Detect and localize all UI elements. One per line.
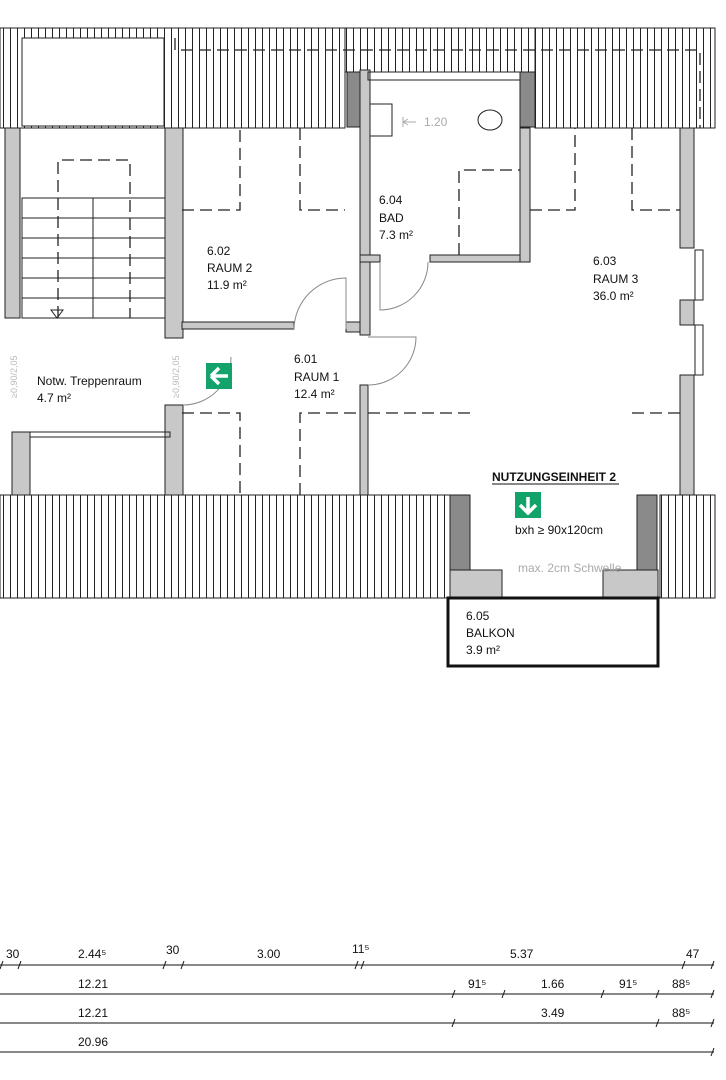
svg-text:RAUM 3: RAUM 3 bbox=[593, 272, 639, 286]
unit-title: NUTZUNGSEINHEIT 2 bbox=[492, 470, 617, 484]
svg-text:6.05: 6.05 bbox=[466, 609, 490, 623]
svg-text:1.66: 1.66 bbox=[541, 977, 565, 991]
svg-text:7.3 m²: 7.3 m² bbox=[379, 228, 414, 242]
staircase bbox=[22, 160, 165, 318]
svg-text:6.03: 6.03 bbox=[593, 254, 617, 268]
svg-text:4.7 m²: 4.7 m² bbox=[37, 391, 72, 405]
svg-text:3.00: 3.00 bbox=[257, 947, 281, 961]
room-label-stair bbox=[37, 374, 142, 405]
dimension-labels bbox=[6, 942, 700, 1049]
toilet-icon bbox=[478, 110, 502, 130]
svg-text:20.96: 20.96 bbox=[78, 1035, 109, 1049]
svg-text:6.01: 6.01 bbox=[294, 352, 318, 366]
svg-text:11⁵: 11⁵ bbox=[352, 942, 370, 956]
svg-text:12.4 m²: 12.4 m² bbox=[294, 387, 335, 401]
svg-text:BAD: BAD bbox=[379, 211, 404, 225]
door-size-right: ≥0,90/2,05 bbox=[171, 355, 181, 398]
svg-text:3.49: 3.49 bbox=[541, 1006, 565, 1020]
svg-text:6.02: 6.02 bbox=[207, 244, 231, 258]
svg-text:Notw. Treppenraum: Notw. Treppenraum bbox=[37, 374, 142, 388]
room-label-6-05 bbox=[466, 609, 515, 657]
svg-text:30: 30 bbox=[6, 947, 20, 961]
svg-text:91⁵: 91⁵ bbox=[619, 977, 638, 991]
svg-text:3.9 m²: 3.9 m² bbox=[466, 643, 501, 657]
dim-arrow-icon bbox=[403, 117, 416, 127]
svg-text:RAUM 2: RAUM 2 bbox=[207, 261, 253, 275]
room-label-6-02 bbox=[207, 244, 253, 292]
svg-text:47: 47 bbox=[686, 947, 700, 961]
svg-text:36.0 m²: 36.0 m² bbox=[593, 289, 634, 303]
room-label-6-01 bbox=[294, 352, 340, 401]
sink-icon bbox=[370, 104, 392, 136]
svg-text:12.21: 12.21 bbox=[78, 977, 109, 991]
room-label-6-04 bbox=[379, 193, 413, 242]
svg-text:11.9 m²: 11.9 m² bbox=[207, 278, 247, 292]
svg-text:12.21: 12.21 bbox=[78, 1006, 109, 1020]
exit-size-note: bxh ≥ 90x120cm bbox=[515, 523, 603, 537]
exit-arrow-down-icon bbox=[515, 492, 541, 518]
room-label-6-03 bbox=[593, 254, 639, 303]
svg-text:30: 30 bbox=[166, 943, 180, 957]
svg-text:91⁵: 91⁵ bbox=[468, 977, 487, 991]
svg-text:RAUM 1: RAUM 1 bbox=[294, 370, 340, 384]
exit-arrow-left-icon bbox=[206, 363, 232, 389]
bath-dimension: 1.20 bbox=[424, 115, 448, 129]
svg-text:88⁵: 88⁵ bbox=[672, 1006, 691, 1020]
door-size-left: ≥0,90/2,05 bbox=[9, 355, 19, 398]
svg-text:88⁵: 88⁵ bbox=[672, 977, 691, 991]
svg-text:2.44⁵: 2.44⁵ bbox=[78, 947, 107, 961]
svg-text:BALKON: BALKON bbox=[466, 626, 515, 640]
threshold-note: max. 2cm Schwelle bbox=[518, 561, 622, 575]
svg-text:6.04: 6.04 bbox=[379, 193, 403, 207]
svg-text:5.37: 5.37 bbox=[510, 947, 534, 961]
